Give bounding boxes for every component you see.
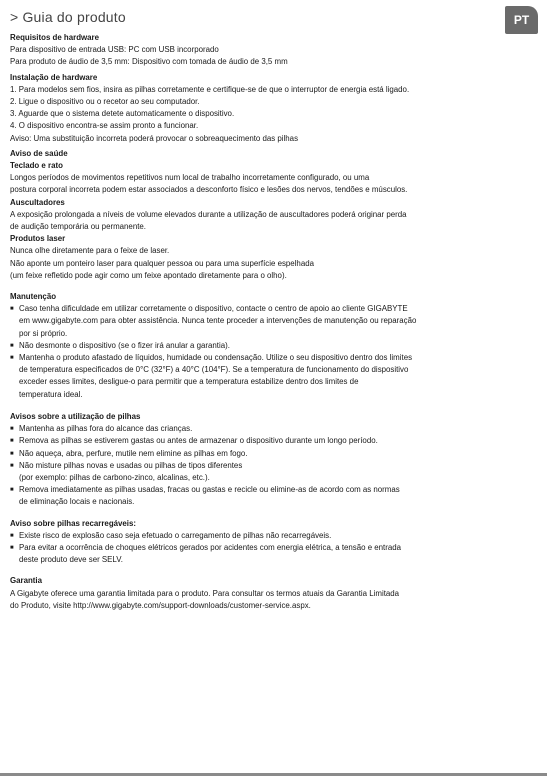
keyboard-mouse-heading: Teclado e rato	[10, 161, 63, 171]
health-warning-heading: Aviso de saúde	[10, 148, 68, 158]
text-line: 1. Para modelos sem fios, insira as pilhas corretamente e certifique-se de que o interruptor de energia está ligado.	[10, 84, 410, 94]
laser-products-text	[10, 245, 538, 282]
text-line: (um feixe refletido pode agir como um feixe apontado diretamente para o olho).	[10, 270, 287, 280]
bullet-text: Remova as pilhas se estiverem gastas ou antes de armazenar o dispositivo durante um longo período.	[19, 436, 378, 446]
bullet-text: (por exemplo: pilhas de carbono-zinco, alcalinas, etc.).	[19, 472, 210, 482]
product-guide-page	[10, 6, 538, 612]
battery-bullet	[10, 484, 538, 508]
bullet-text: Caso tenha dificuldade em utilizar corretamente o dispositivo, contacte o centro de apoio ao cliente GIGABYTE	[19, 304, 408, 314]
text-line: Para produto de áudio de 3,5 mm: Dispositivo com tomada de áudio de 3,5 mm	[10, 57, 288, 67]
battery-bullet	[10, 423, 538, 435]
bullet-text: Mantenha as pilhas fora do alcance das crianças.	[19, 424, 193, 434]
maintenance-bullet	[10, 303, 538, 340]
bullet-text: exceder esses limites, desligue-o para permitir que a temperatura estabilize dentro dos limites de	[19, 377, 359, 387]
bullet-text: de temperatura especificados de 0°C (32°F) a 40°C (104°F). Se a temperatura de funcionamento do dispositivo	[19, 365, 409, 375]
headphones-heading: Auscultadores	[10, 197, 65, 207]
language-badge: PT	[505, 6, 538, 34]
text-line: A Gigabyte oferece uma garantia limitada para o produto. Para consultar os termos atuais da Garantia Limitada	[10, 588, 400, 598]
rechargeable-bullet	[10, 530, 538, 542]
bullet-icon: ■	[10, 426, 14, 433]
guide-content	[10, 32, 538, 612]
bullet-icon: ■	[10, 487, 14, 494]
bullet-text: Não misture pilhas novas e usadas ou pilhas de tipos diferentes	[19, 460, 243, 470]
bullet-icon: ■	[10, 532, 14, 539]
text-line: 3. Aguarde que o sistema detete automaticamente o dispositivo.	[10, 109, 235, 119]
maintenance-heading: Manutenção	[10, 292, 57, 302]
hardware-installation-heading: Instalação de hardware	[10, 72, 98, 82]
bullet-icon: ■	[10, 450, 14, 457]
bullet-icon: ■	[10, 462, 14, 469]
guide-title: > Guia do produto	[10, 9, 126, 25]
bullet-icon: ■	[10, 342, 14, 349]
maintenance-bullet	[10, 352, 538, 401]
keyboard-mouse-text	[10, 172, 538, 196]
bullet-text: Mantenha o produto afastado de líquidos, humidade ou condensação. Utilize o seu dispositivo dentro dos limites	[19, 353, 413, 363]
bullet-text: Não aqueça, abra, perfure, mutile nem elimine as pilhas em fogo.	[19, 448, 248, 458]
bullet-text: deste produto deve ser SELV.	[19, 555, 123, 565]
bullet-text: em www.gigabyte.com para obter assistência. Nunca tente proceder a intervenções de manutenção ou reparação	[19, 316, 417, 326]
rechargeable-warning-heading: Aviso sobre pilhas recarregáveis:	[10, 518, 137, 528]
bullet-text: de eliminação locais e nacionais.	[19, 497, 135, 507]
text-line: Nunca olhe diretamente para o feixe de laser.	[10, 246, 170, 256]
bullet-text: Remova imediatamente as pilhas usadas, fracas ou gastas e recicle ou elimine-as de acordo com as normas	[19, 485, 400, 495]
hardware-requirements-heading: Requisitos de hardware	[10, 33, 100, 42]
guide-header	[10, 6, 538, 32]
rechargeable-bullet	[10, 542, 538, 566]
bullet-text: por si próprio.	[19, 328, 68, 338]
bullet-text: temperatura ideal.	[19, 389, 83, 399]
bullet-text: Não desmonte o dispositivo (se o fizer irá anular a garantia).	[19, 340, 230, 350]
bullet-text: Existe risco de explosão caso seja efetuado o carregamento de pilhas não recarregáveis.	[19, 530, 332, 540]
battery-bullet	[10, 435, 538, 447]
bullet-text: Para evitar a ocorrência de choques elétricos gerados por acidentes com energia elétrica, a tensão e entrada	[19, 542, 402, 552]
text-line: 4. O dispositivo encontra-se assim pronto a funcionar.	[10, 121, 199, 131]
text-line: 2. Ligue o dispositivo ou o recetor ao seu computador.	[10, 97, 200, 107]
text-line: do Produto, visite http://www.gigabyte.com/support-downloads/customer-service.aspx.	[10, 600, 311, 610]
bullet-icon: ■	[10, 355, 14, 362]
bullet-icon: ■	[10, 544, 14, 551]
maintenance-bullet	[10, 340, 538, 352]
laser-products-heading: Produtos laser	[10, 234, 66, 244]
hardware-installation-text	[10, 84, 538, 145]
text-line: postura corporal incorreta podem estar associados a desconforto físico e lesões dos nervos, tendões e músculos.	[10, 185, 408, 195]
text-line: Longos períodos de movimentos repetitivos num local de trabalho incorretamente configurado, ou uma	[10, 173, 370, 183]
warranty-heading: Garantia	[10, 576, 43, 586]
hardware-requirements-text	[10, 44, 538, 68]
battery-usage-heading: Avisos sobre a utilização de pilhas	[10, 411, 141, 421]
battery-bullet	[10, 460, 538, 484]
battery-bullet	[10, 448, 538, 460]
headphones-text	[10, 209, 538, 233]
text-line: de audição temporária ou permanente.	[10, 222, 146, 232]
text-line: Aviso: Uma substituição incorreta poderá provocar o sobreaquecimento das pilhas	[10, 133, 299, 143]
bullet-icon: ■	[10, 306, 14, 313]
warranty-text	[10, 588, 538, 612]
text-line: Não aponte um ponteiro laser para qualquer pessoa ou para uma superfície espelhada	[10, 258, 314, 268]
bullet-icon: ■	[10, 438, 14, 445]
text-line: A exposição prolongada a níveis de volume elevados durante a utilização de auscultadores poderá originar perda	[10, 209, 407, 219]
text-line: Para dispositivo de entrada USB: PC com USB incorporado	[10, 45, 219, 55]
